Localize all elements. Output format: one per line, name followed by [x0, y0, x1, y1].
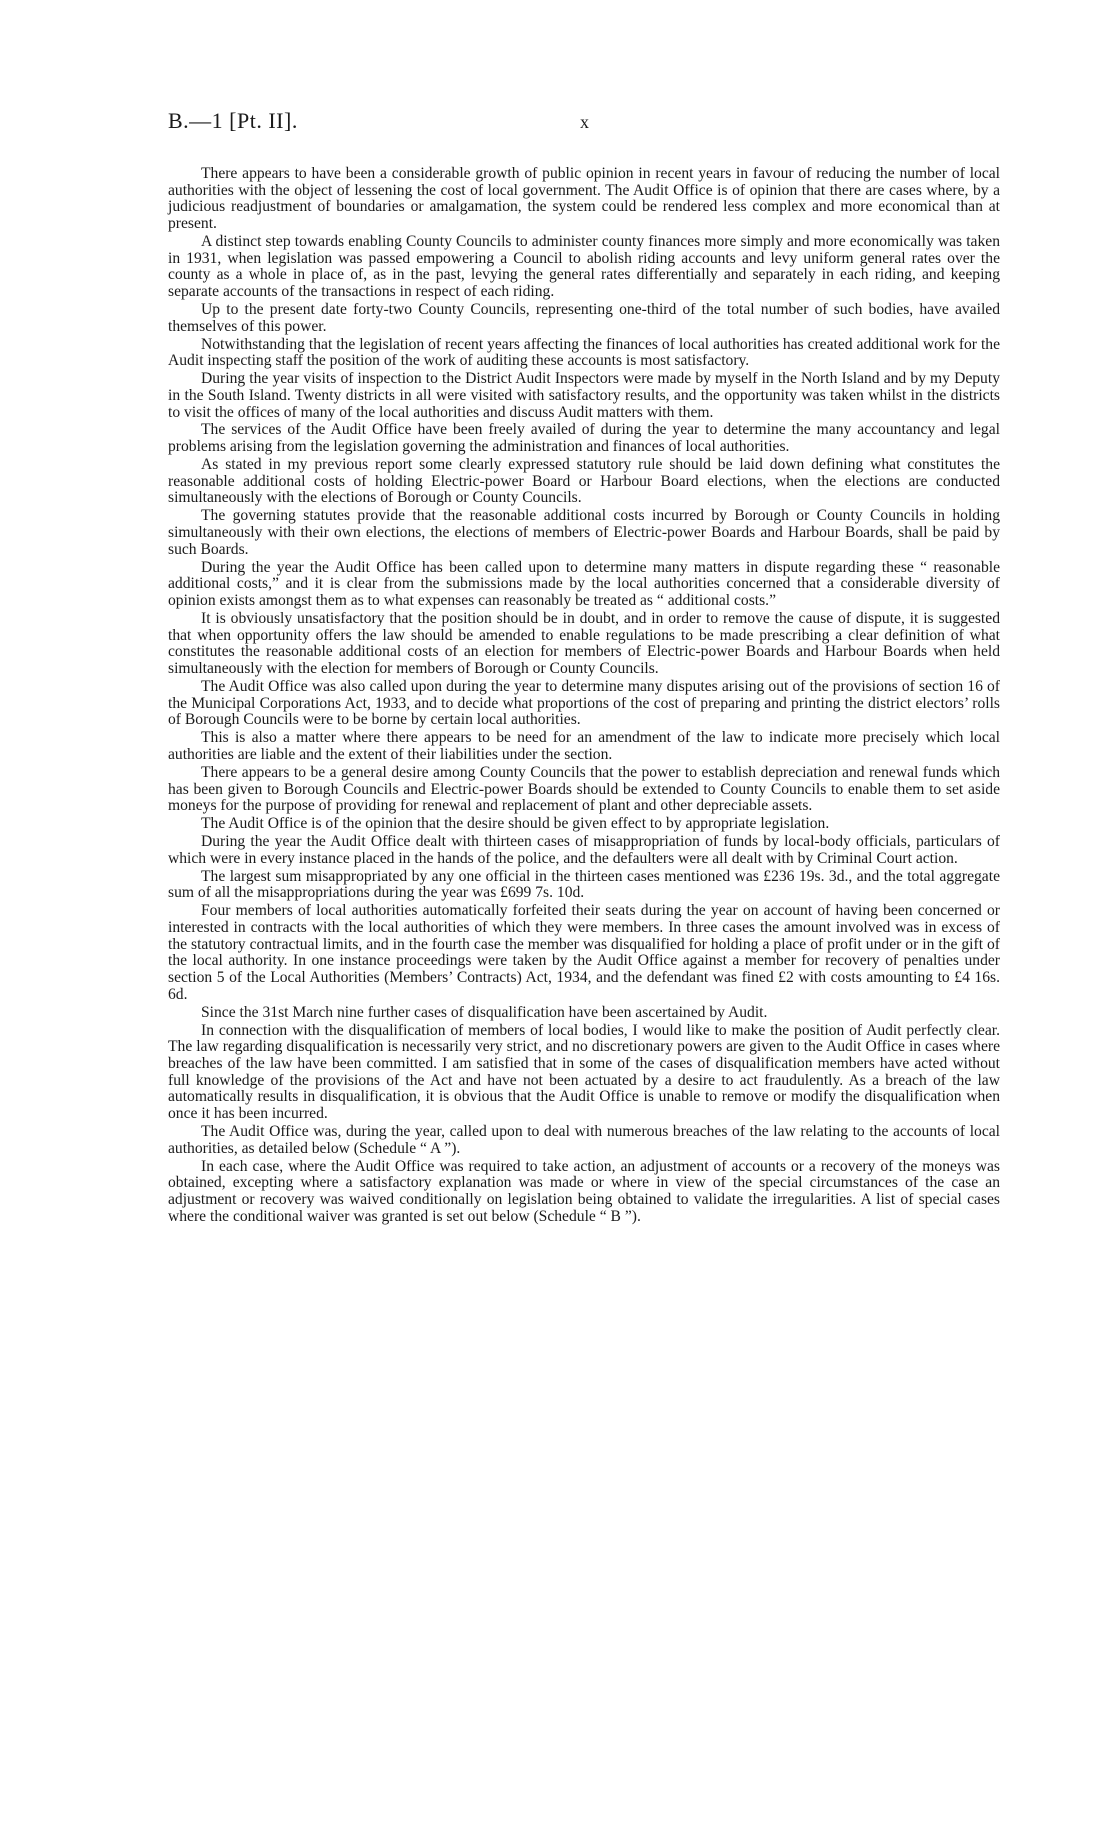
- page-number: x: [580, 112, 589, 132]
- paragraph-further-cases: Since the 31st March nine further cases of disqualification have been ascertained by Audit.: [201, 1003, 768, 1021]
- paragraph-riding-accounts: A distinct step towards enabling County Councils to administer county finances more simply and more economically was taken in 1931, when legislation was passed empowering a Council to abolish riding accounts and levy uniform general rates over the county as a whole in place of, as in the past, levying the general rates differentially and separately in each riding, and keeping separate accounts of the transactions in respect of each riding.: [168, 233, 1000, 301]
- paragraph-governing-statutes: The governing statutes provide that the reasonable additional costs incurred by Borough or County Councils in holding simultaneously with their own elections, the elections of members of Electric-power Boards and Harbour Boards, shall be paid by such Boards.: [168, 507, 1000, 558]
- paragraph-audit-services: The services of the Audit Office have been freely availed of during the year to determine the many accountancy and legal problems arising from the legislation governing the administration and finances of local authorities.: [168, 421, 1000, 456]
- paragraph-disqualification: In connection with the disqualification of members of local bodies, I would like to make the position of Audit perfectly clear. The law regarding disqualification is necessarily very strict, and no discretionary powers are given to the Audit Office in cases where breaches of the law have been committed. I am satisfied that in some of the cases of disqualification members have acted without full knowledge of the provisions of the Act and have not been actuated by a desire to act fraudulently. As a breach of the law automatically results in disqualification, it is obvious that the Audit Office is unable to remove or modify the disqualification when once it has been incurred.: [168, 1021, 1000, 1123]
- document-reference: B.—1 [Pt. II].: [168, 108, 298, 133]
- paragraph-disputes-costs: During the year the Audit Office has been called upon to determine many matters in dispute regarding these “ reasonable additional costs,” and it is clear from the submissions made by the local authorities concerned that a considerable diversity of opinion exists amongst them as to what expenses can reasonably be treated as “ additional costs.”: [168, 558, 1000, 610]
- paragraph-statutory-rule: As stated in my previous report some clearly expressed statutory rule should be laid down defining what constitutes the reasonable additional costs of holding Electric-power Board or Harbour Board elections, when the elections are conducted simultaneously with the elections of Borough or County Councils.: [168, 456, 1000, 507]
- paragraph-inspection-visits: During the year visits of inspection to the District Audit Inspectors were made by myself in the North Island and by my Deputy in the South Island. Twenty districts in all were visited with satisfactory results, and the opportunity was taken whilst in the districts to visit the offices of many of the local authorities and discuss Audit matters with them.: [168, 370, 1000, 421]
- paragraph-largest-sum: The largest sum misappropriated by any one official in the thirteen cases mentioned was £236 19s. 3d., and the total aggregate sum of all the misappropriations during the year was £699 7s. 10d.: [168, 867, 1000, 902]
- paragraph-amendment-needed: This is also a matter where there appears to be need for an amendment of the law to indicate more precisely which local authorities are liable and the extent of their liabilities under the section.: [168, 729, 1000, 763]
- paragraph-public-opinion: There appears to have been a considerable growth of public opinion in recent years in favour of reducing the number of local authorities with the object of lessening the cost of local government. The Audit Office is of opinion that there are cases where, by a judicious readjustment of boundaries or amalgamation, the system could be rendered less complex and more economical than at present.: [168, 165, 1000, 233]
- paragraph-depreciation-funds: There appears to be a general desire among County Councils that the power to establish depreciation and renewal funds which has been given to Borough Councils and Electric-power Boards should be extended to County Councils to enable them to set aside moneys for the purpose of providing for renewal and replacement of plant and other depreciable assets.: [168, 763, 1000, 815]
- paragraph-unsatisfactory-position: It is obviously unsatisfactory that the position should be in doubt, and in order to remove the cause of dispute, it is suggested that when opportunity offers the law should be amended to enable regulations to be made prescribing a clear definition of what constitutes the reasonable additional costs of an election for members of Electric-power Boards and Harbour Boards when held simultaneously with the election for members of Borough or County Councils.: [168, 609, 1000, 678]
- paragraph-forty-two-councils: Up to the present date forty-two County Councils, representing one-third of the total number of such bodies, have availed themselves of this power.: [168, 301, 1000, 335]
- paragraph-audit-work: Notwithstanding that the legislation of recent years affecting the finances of local authorities has created additional work for the Audit inspecting staff the position of the work of auditing these accounts is most satisfactory.: [168, 335, 1000, 370]
- paragraph-schedule-a: The Audit Office was, during the year, called upon to deal with numerous breaches of the law relating to the accounts of local authorities, as detailed below (Schedule “ A ”).: [168, 1122, 1000, 1157]
- paragraph-electors-rolls: The Audit Office was also called upon during the year to determine many disputes arising out of the provisions of section 16 of the Municipal Corporations Act, 1933, and to decide what proportions of the cost of preparing and printing the district electors’ rolls of Borough Councils were to be borne by certain local authorities.: [168, 677, 1000, 729]
- paragraph-schedule-b: In each case, where the Audit Office was required to take action, an adjustment of accounts or a recovery of the moneys was obtained, excepting where a satisfactory explanation was made or where in view of the special circumstances of the case an adjustment or recovery was waived conditionally on legislation being obtained to validate the irregularities. A list of special cases where the conditional waiver was granted is set out below (Schedule “ B ”).: [168, 1157, 1000, 1225]
- report-body: [168, 166, 1000, 1227]
- paragraph-forfeited-seats: Four members of local authorities automatically forfeited their seats during the year on account of having been concerned or interested in contracts with the local authorities of which they were members. In three cases the amount involved was in excess of the statutory contractual limits, and in the fourth case the member was disqualified for holding a place of profit under or in the gift of the local authority. In one instance proceedings were taken by the Audit Office against a member for recovery of penalties under section 5 of the Local Authorities (Members’ Contracts) Act, 1934, and the defendant was fined £2 with costs amounting to £4 16s. 6d.: [168, 902, 1000, 1003]
- paragraph-misappropriation: During the year the Audit Office dealt with thirteen cases of misappropriation of funds by local-body officials, particulars of which were in every instance placed in the hands of the police, and the defaulters were all dealt with by Criminal Court action.: [168, 833, 1000, 867]
- page-header: [168, 108, 998, 138]
- paragraph-appropriate-legislation: The Audit Office is of the opinion that the desire should be given effect to by appropriate legislation.: [201, 815, 830, 833]
